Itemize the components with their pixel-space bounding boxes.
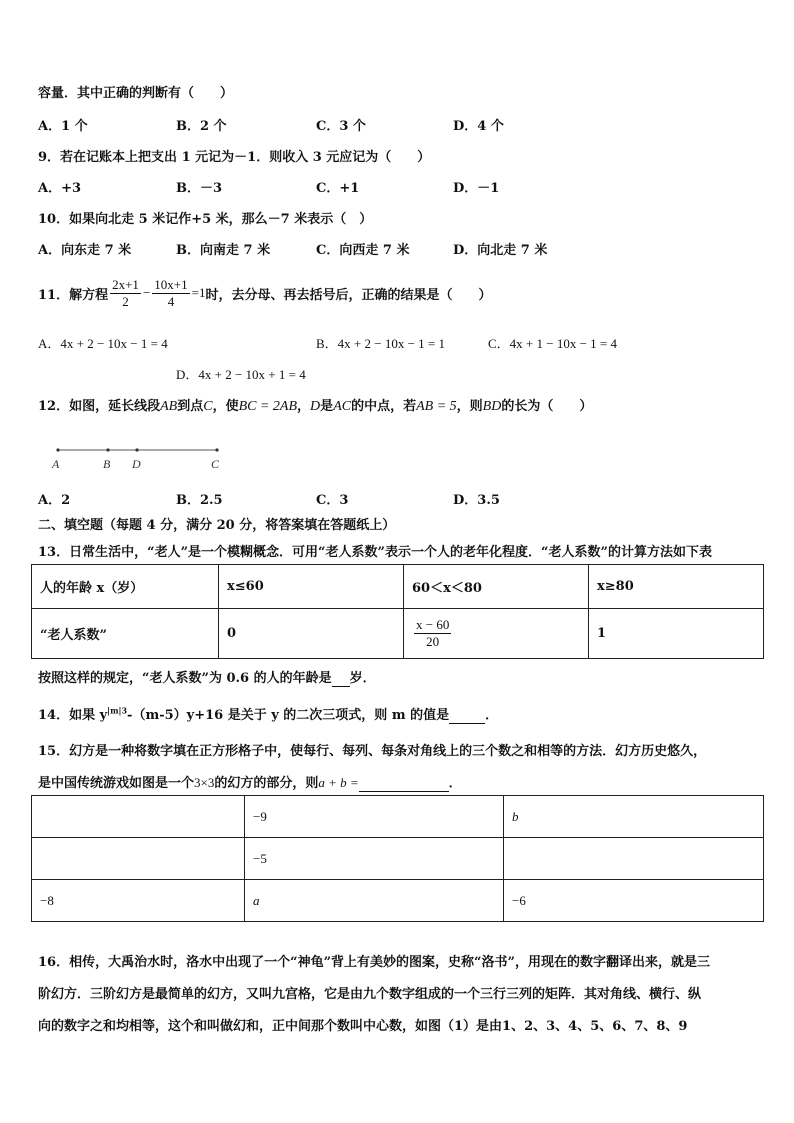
point-b xyxy=(106,448,109,451)
coefficient-fraction xyxy=(414,617,451,650)
q12-part: 的长为（ ） xyxy=(501,399,593,414)
fraction-denominator: 20 xyxy=(426,634,440,649)
grid-cell: −5 xyxy=(245,838,504,880)
q13-question-text: 按照这样的规定，“老人系数”为 0.6 的人的年龄是 xyxy=(38,671,332,686)
q11-frac2-denominator: 4 xyxy=(167,293,175,309)
q15-line2-end: ． xyxy=(448,776,462,791)
q11-stem xyxy=(38,272,491,314)
q8-option-c: C．3 个 xyxy=(316,119,366,134)
q16-line1: 16．相传，大禹治水时，洛水中出现了一个“神龟”背上有美妙的图案，史称“洛书”，用现在的数字翻译出来，就是三 xyxy=(38,955,711,970)
q12-option-a: A．2 xyxy=(38,493,71,508)
q11-fraction-2 xyxy=(152,277,189,310)
point-d xyxy=(135,448,138,451)
q9-option-c: C．+1 xyxy=(316,181,360,196)
q12-part: ，使 xyxy=(212,399,239,414)
table-cell: 60＜x＜80 xyxy=(404,565,589,609)
q15-line1: 15．幻方是一种将数字填在正方形格子中，使每行、每列、每条对角线上的三个数之和相等的方法．幻方历史悠久， xyxy=(38,744,707,759)
q12-math-ab5: AB = 5 xyxy=(416,399,457,414)
q12-math-ac: AC xyxy=(333,399,352,414)
q10-option-b: B．向南走 7 米 xyxy=(176,243,271,258)
grid-cell xyxy=(504,838,764,880)
q9-option-b: B．－3 xyxy=(176,181,223,196)
q12-part: 是 xyxy=(320,399,334,414)
answer-blank xyxy=(449,708,485,724)
q8-option-b: B．2 个 xyxy=(176,119,227,134)
point-a xyxy=(56,448,59,451)
q13-table xyxy=(31,564,764,659)
magic-square-grid xyxy=(31,795,764,922)
q11-fraction-1 xyxy=(110,277,141,310)
q11-option-c: C．4x + 1 − 10x − 1 = 4 xyxy=(488,336,617,351)
table-row xyxy=(32,565,764,609)
point-c xyxy=(215,448,218,451)
q14-pre: 14．如果 y xyxy=(38,708,108,723)
table-row xyxy=(32,796,764,838)
grid-cell: −8 xyxy=(32,880,245,922)
grid-cell xyxy=(32,838,245,880)
q14-exponent: |m| xyxy=(107,705,122,716)
q15-math-size: 3×3 xyxy=(194,775,215,790)
q15-line2-pre: 是中国传统游戏如图是一个 xyxy=(38,776,195,791)
grid-cell xyxy=(32,796,245,838)
q14-rest: -（m-5）y+16 是关于 y 的二次三项式，则 m 的值是 xyxy=(127,708,450,723)
q12-part: 12．如图，延长线段 xyxy=(38,399,161,414)
answer-blank xyxy=(332,671,350,687)
q10-option-a: A．向东走 7 米 xyxy=(38,243,132,258)
q11-minus: − xyxy=(142,285,151,300)
table-cell: “老人系数” xyxy=(32,609,219,659)
label-d: D xyxy=(132,457,141,471)
grid-cell: −6 xyxy=(504,880,764,922)
table-cell: 人的年龄 x（岁） xyxy=(32,565,219,609)
q14-exponent-tail: 3 xyxy=(121,705,128,716)
answer-blank xyxy=(359,776,449,792)
q12-part: 到点 xyxy=(177,399,204,414)
label-c: C xyxy=(211,457,220,471)
label-a: A xyxy=(52,457,60,471)
q11-frac1-denominator: 2 xyxy=(122,293,129,309)
label-b: B xyxy=(103,457,111,471)
q12-math-ab: AB xyxy=(160,399,178,414)
q11-option-b: B．4x + 2 − 10x − 1 = 1 xyxy=(316,336,445,351)
q12-stem xyxy=(38,395,592,415)
q11-equals: =1 xyxy=(191,285,206,300)
q11-option-d: D．4x + 2 − 10x + 1 = 4 xyxy=(176,367,306,382)
grid-cell: −9 xyxy=(245,796,504,838)
q13-question xyxy=(38,667,376,687)
q11-suffix: 时，去分母、再去括号后，正确的结果是（ ） xyxy=(205,287,492,303)
table-cell: 1 xyxy=(589,609,764,659)
q16-line3: 向的数字之和均相等，这个和叫做幻和，正中间那个数叫中心数，如图（1）是由1、2、3、4、5、6、7、8、9 xyxy=(38,1019,688,1034)
table-row xyxy=(32,838,764,880)
segment-diagram xyxy=(40,440,240,476)
q13-stem: 13．日常生活中，“老人”是一个模糊概念．可用“老人系数”表示一个人的老年化程度．“老人系数”的计算方法如下表 xyxy=(38,545,712,560)
q15-math-sum: a + b = xyxy=(318,775,359,790)
q10-option-d: D．向北走 7 米 xyxy=(453,243,548,258)
q8-option-d: D．4 个 xyxy=(453,119,504,134)
table-cell: 0 xyxy=(219,609,404,659)
q9-option-a: A．+3 xyxy=(38,181,82,196)
fraction-numerator: x − 60 xyxy=(416,617,450,632)
grid-cell: a xyxy=(245,880,504,922)
table-cell: x≥80 xyxy=(589,565,764,609)
q14-stem xyxy=(38,704,498,724)
q8-option-a: A．1 个 xyxy=(38,119,88,134)
q11-prefix: 11．解方程 xyxy=(38,287,109,303)
q11-frac1-numerator: 2x+1 xyxy=(112,276,139,292)
table-cell xyxy=(404,609,589,659)
section-heading: 二、填空题（每题 4 分，满分 20 分，将答案填在答题纸上） xyxy=(38,518,396,533)
q9-stem: 9．若在记账本上把支出 1 元记为－1．则收入 3 元应记为（ ） xyxy=(38,150,431,165)
q8-tail: 容量．其中正确的判断有（ ） xyxy=(38,86,234,101)
q12-math-bd: BD xyxy=(482,399,502,414)
q12-option-d: D．3.5 xyxy=(453,493,500,508)
q12-part: 的中点，若 xyxy=(351,399,417,414)
q11-frac2-numerator: 10x+1 xyxy=(154,276,188,292)
q10-option-c: C．向西走 7 米 xyxy=(316,243,410,258)
q12-option-b: B．2.5 xyxy=(176,493,223,508)
q9-option-d: D．－1 xyxy=(453,181,500,196)
q12-math-d: D xyxy=(310,399,321,414)
q15-line2 xyxy=(38,772,462,792)
q12-math-c: C xyxy=(203,399,213,414)
table-cell: x≤60 xyxy=(219,565,404,609)
q16-line2: 阶幻方．三阶幻方是最简单的幻方，又叫九宫格，它是由九个数字组成的一个三行三列的矩阵．其对角线、横行、纵 xyxy=(38,987,702,1002)
q13-question-end: 岁． xyxy=(349,671,376,686)
q12-part: ， xyxy=(297,399,311,414)
q10-stem: 10．如果向北走 5 米记作+5 米，那么－7 米表示（ ） xyxy=(38,212,373,227)
table-row xyxy=(32,880,764,922)
q15-line2-mid: 的幻方的部分，则 xyxy=(214,776,319,791)
grid-cell: b xyxy=(504,796,764,838)
table-row xyxy=(32,609,764,659)
q11-option-a: A．4x + 2 − 10x − 1 = 4 xyxy=(38,336,168,351)
q12-math-bc: BC = 2AB xyxy=(238,399,298,414)
q12-part: ，则 xyxy=(456,399,483,414)
q14-end: ． xyxy=(485,708,499,723)
q12-option-c: C．3 xyxy=(316,493,349,508)
